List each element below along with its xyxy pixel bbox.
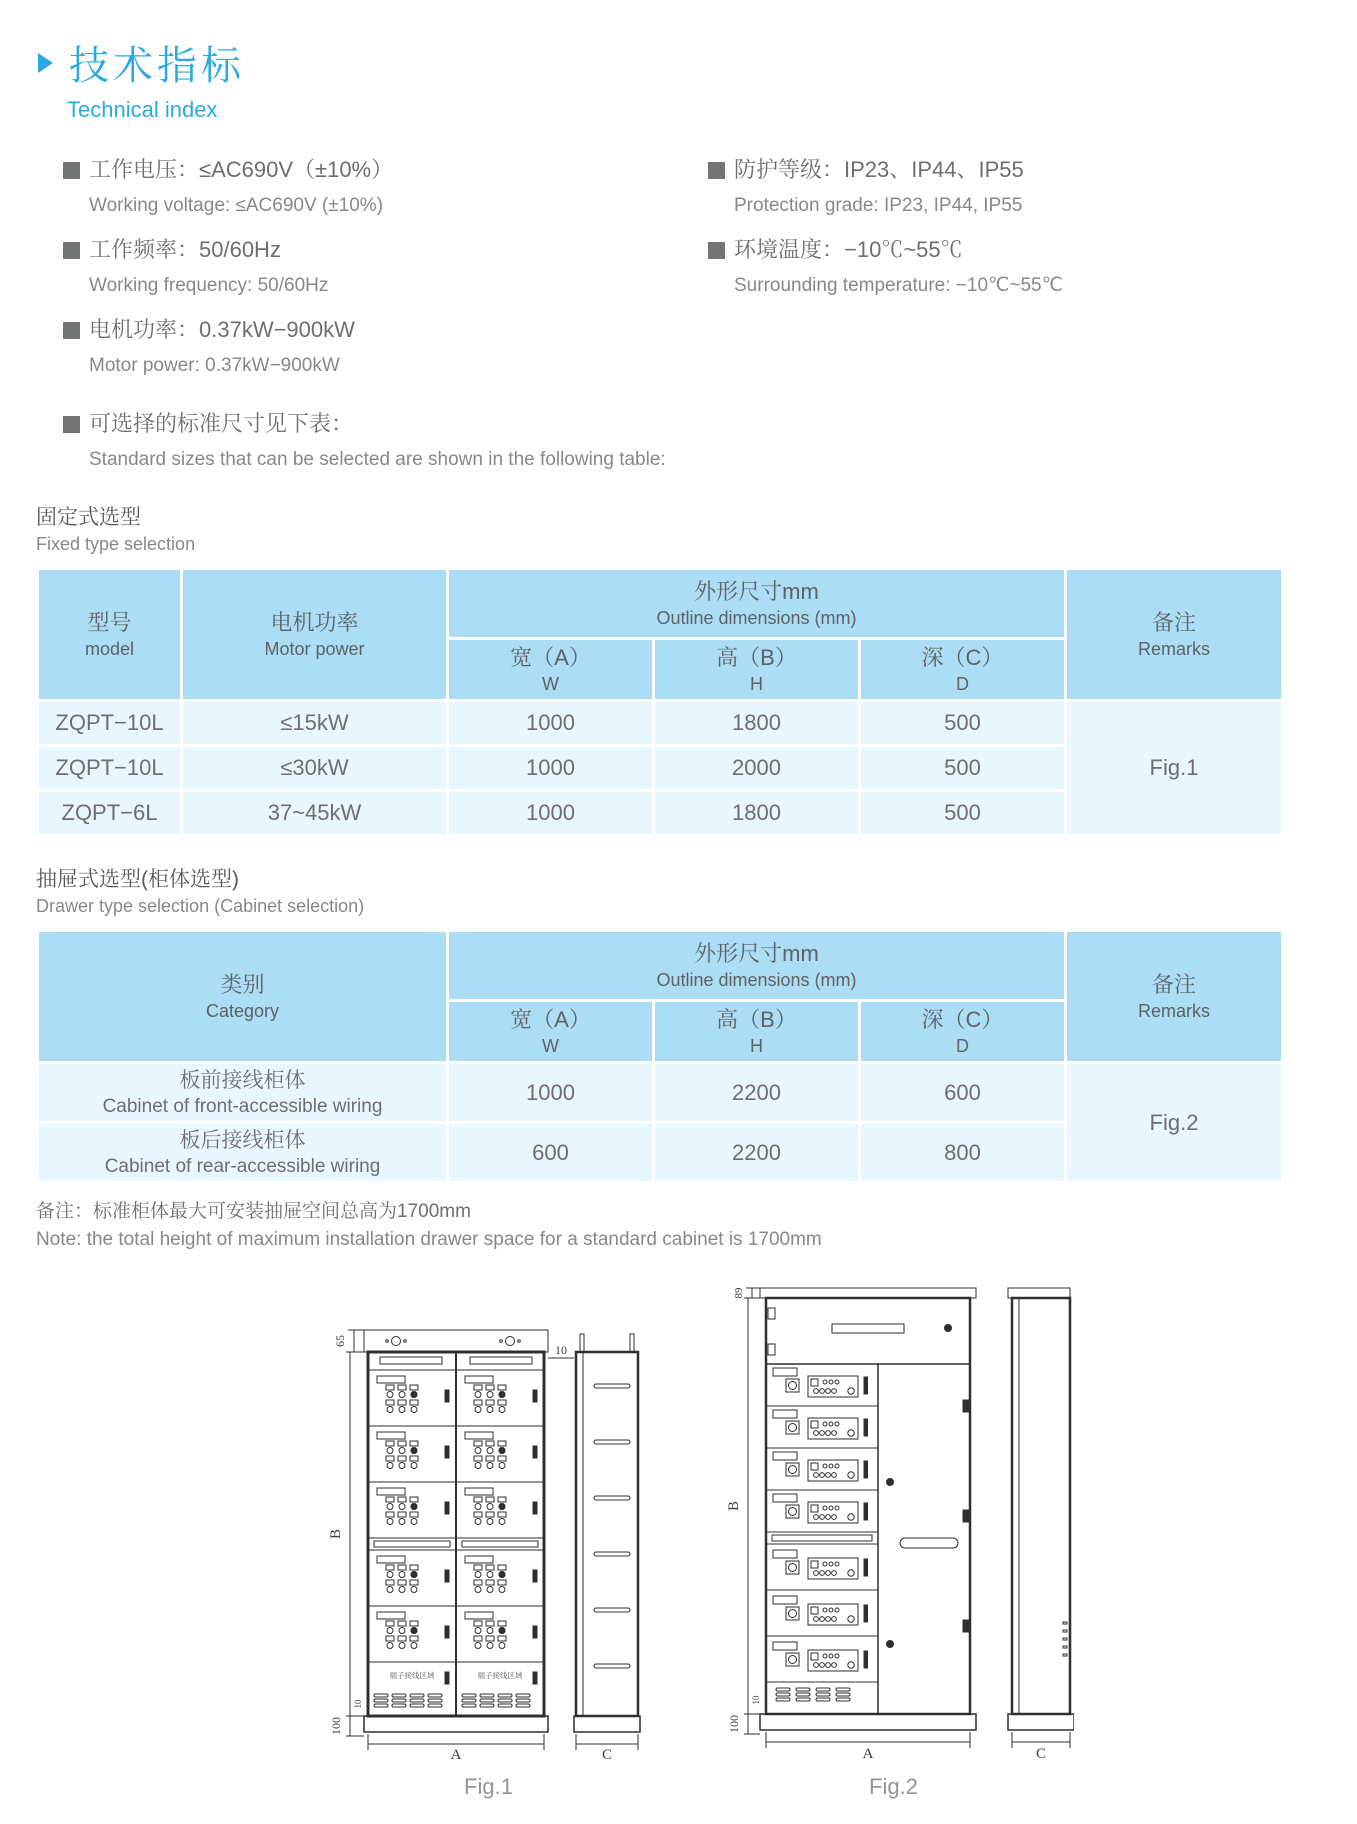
spec-list bbox=[36, 153, 1321, 393]
col-header-remarks: 备注 Remarks bbox=[1066, 569, 1283, 701]
cell-height: 1800 bbox=[654, 791, 860, 836]
terminal-area-label: 端子接线区域 bbox=[389, 1671, 434, 1680]
cell-height: 1800 bbox=[654, 701, 860, 746]
dim-label-width-a: A bbox=[862, 1746, 873, 1762]
note-zh: 备注：标准柜体最大可安装抽屉空间总高为1700mm bbox=[36, 1201, 471, 1222]
cell-depth: 500 bbox=[860, 701, 1066, 746]
fig2-caption: Fig.2 bbox=[869, 1774, 918, 1799]
spec-zh-text: 电机功率：0.37kW−900kW bbox=[89, 317, 355, 342]
col-header-depth: 深（C） D bbox=[860, 1001, 1066, 1063]
spec-working-voltage bbox=[63, 153, 708, 221]
fig1-cabinet-drawing bbox=[324, 1312, 654, 1764]
spec-motor-power bbox=[63, 313, 708, 381]
cell-width: 1000 bbox=[448, 791, 654, 836]
cell-height: 2000 bbox=[654, 746, 860, 791]
note-en: Note: the total height of maximum installation drawer space for a standard cabinet is 1700mm bbox=[36, 1229, 822, 1250]
cell-depth: 500 bbox=[860, 746, 1066, 791]
section-title-zh: 固定式选型 bbox=[36, 506, 141, 529]
square-bullet-icon bbox=[63, 322, 80, 339]
cell-power: 37~45kW bbox=[182, 791, 448, 836]
dim-label-cap-height: 89 bbox=[732, 1287, 745, 1299]
square-bullet-icon bbox=[708, 162, 725, 179]
col-header-height: 高（B） H bbox=[654, 1001, 860, 1063]
cell-depth: 600 bbox=[860, 1063, 1066, 1123]
col-header-outline-dimensions: 外形尺寸mm Outline dimensions (mm) bbox=[448, 569, 1066, 639]
dim-label-vent: 10 bbox=[352, 1699, 363, 1709]
spec-zh-text: 防护等级：IP23、IP44、IP55 bbox=[734, 157, 1024, 182]
dim-label-width-a: A bbox=[450, 1747, 461, 1763]
col-header-motor-power: 电机功率 Motor power bbox=[182, 569, 448, 701]
spec-en-text: Standard sizes that can be selected are shown in the following table: bbox=[89, 449, 666, 470]
table-row bbox=[38, 1063, 1283, 1123]
cell-depth: 500 bbox=[860, 791, 1066, 836]
cell-width: 1000 bbox=[448, 746, 654, 791]
spec-column-left bbox=[63, 153, 708, 393]
drawer-section-label bbox=[36, 863, 1321, 917]
cell-model: ZQPT−10L bbox=[38, 746, 182, 791]
drawer-selection-table bbox=[36, 929, 1284, 1184]
spec-en-text: Protection grade: IP23, IP44, IP55 bbox=[734, 195, 1023, 216]
figures-row bbox=[36, 1272, 1321, 1800]
cell-model: ZQPT−10L bbox=[38, 701, 182, 746]
note-block bbox=[36, 1198, 1321, 1254]
spec-en-text: Working frequency: 50/60Hz bbox=[89, 275, 329, 296]
dim-label-height-b: B bbox=[327, 1528, 344, 1540]
col-header-outline-dimensions: 外形尺寸mm Outline dimensions (mm) bbox=[448, 931, 1066, 1001]
col-header-depth: 深（C） D bbox=[860, 639, 1066, 701]
spec-surrounding-temperature bbox=[708, 233, 1321, 301]
dim-label-vent: 10 bbox=[750, 1695, 761, 1705]
col-header-height: 高（B） H bbox=[654, 639, 860, 701]
spec-en-text: Working voltage: ≤AC690V (±10%) bbox=[89, 195, 384, 216]
cell-width: 1000 bbox=[448, 701, 654, 746]
fig2-cabinet-drawing bbox=[714, 1272, 1074, 1764]
page-header bbox=[38, 34, 1321, 91]
dim-label-height-b: B bbox=[725, 1500, 742, 1512]
section-title-zh: 抽屉式选型(柜体选型) bbox=[36, 868, 239, 891]
dim-label-cap-height: 65 bbox=[332, 1335, 347, 1347]
page-title: 技术指标 bbox=[69, 44, 245, 88]
spec-working-frequency bbox=[63, 233, 708, 301]
cell-remarks: Fig.2 bbox=[1066, 1063, 1283, 1183]
cell-category: 板前接线柜体 Cabinet of front-accessible wiring bbox=[38, 1063, 448, 1123]
col-header-width: 宽（A） W bbox=[448, 1001, 654, 1063]
col-header-category: 类别 Category bbox=[38, 931, 448, 1063]
spec-protection-grade bbox=[708, 153, 1321, 221]
terminal-area-label: 端子接线区域 bbox=[477, 1671, 522, 1680]
fixed-section-label bbox=[36, 501, 1321, 555]
page-subtitle: Technical index bbox=[67, 97, 218, 122]
cell-power: ≤30kW bbox=[182, 746, 448, 791]
square-bullet-icon bbox=[63, 416, 80, 433]
spec-zh-text: 可选择的标准尺寸见下表： bbox=[89, 411, 354, 436]
cell-power: ≤15kW bbox=[182, 701, 448, 746]
figure-fig1 bbox=[324, 1312, 654, 1800]
spec-zh-text: 工作频率：50/60Hz bbox=[89, 237, 281, 262]
spec-en-text: Motor power: 0.37kW−900kW bbox=[89, 355, 340, 376]
spec-en-text: Surrounding temperature: −10℃~55℃ bbox=[734, 275, 1063, 296]
section-title-en: Fixed type selection bbox=[36, 534, 196, 554]
spec-column-right bbox=[708, 153, 1321, 393]
figure-fig2 bbox=[714, 1272, 1074, 1800]
square-bullet-icon bbox=[63, 162, 80, 179]
cell-remarks: Fig.1 bbox=[1066, 701, 1283, 836]
spec-zh-text: 环境温度：−10℃~55℃ bbox=[734, 237, 963, 262]
cell-depth: 800 bbox=[860, 1123, 1066, 1183]
col-header-remarks: 备注 Remarks bbox=[1066, 931, 1283, 1063]
fixed-selection-table bbox=[36, 567, 1284, 837]
dim-label-plinth: 100 bbox=[726, 1715, 741, 1733]
cell-height: 2200 bbox=[654, 1063, 860, 1123]
dim-label-depth-c: C bbox=[1035, 1746, 1046, 1762]
section-marker-icon bbox=[38, 53, 53, 73]
spec-zh-text: 工作电压：≤AC690V（±10%） bbox=[89, 157, 394, 182]
section-title-en: Drawer type selection (Cabinet selection) bbox=[36, 896, 365, 916]
col-header-width: 宽（A） W bbox=[448, 639, 654, 701]
dim-label-top-gap: 10 bbox=[554, 1343, 567, 1357]
spec-table-intro bbox=[36, 407, 1321, 475]
cell-width: 600 bbox=[448, 1123, 654, 1183]
cell-width: 1000 bbox=[448, 1063, 654, 1123]
square-bullet-icon bbox=[708, 242, 725, 259]
dim-label-plinth: 100 bbox=[328, 1717, 343, 1735]
cell-category: 板后接线柜体 Cabinet of rear-accessible wiring bbox=[38, 1123, 448, 1183]
square-bullet-icon bbox=[63, 242, 80, 259]
cell-height: 2200 bbox=[654, 1123, 860, 1183]
fig1-caption: Fig.1 bbox=[464, 1774, 513, 1799]
dim-label-depth-c: C bbox=[601, 1747, 612, 1763]
cell-model: ZQPT−6L bbox=[38, 791, 182, 836]
table-row bbox=[38, 701, 1283, 746]
col-header-model: 型号 model bbox=[38, 569, 182, 701]
